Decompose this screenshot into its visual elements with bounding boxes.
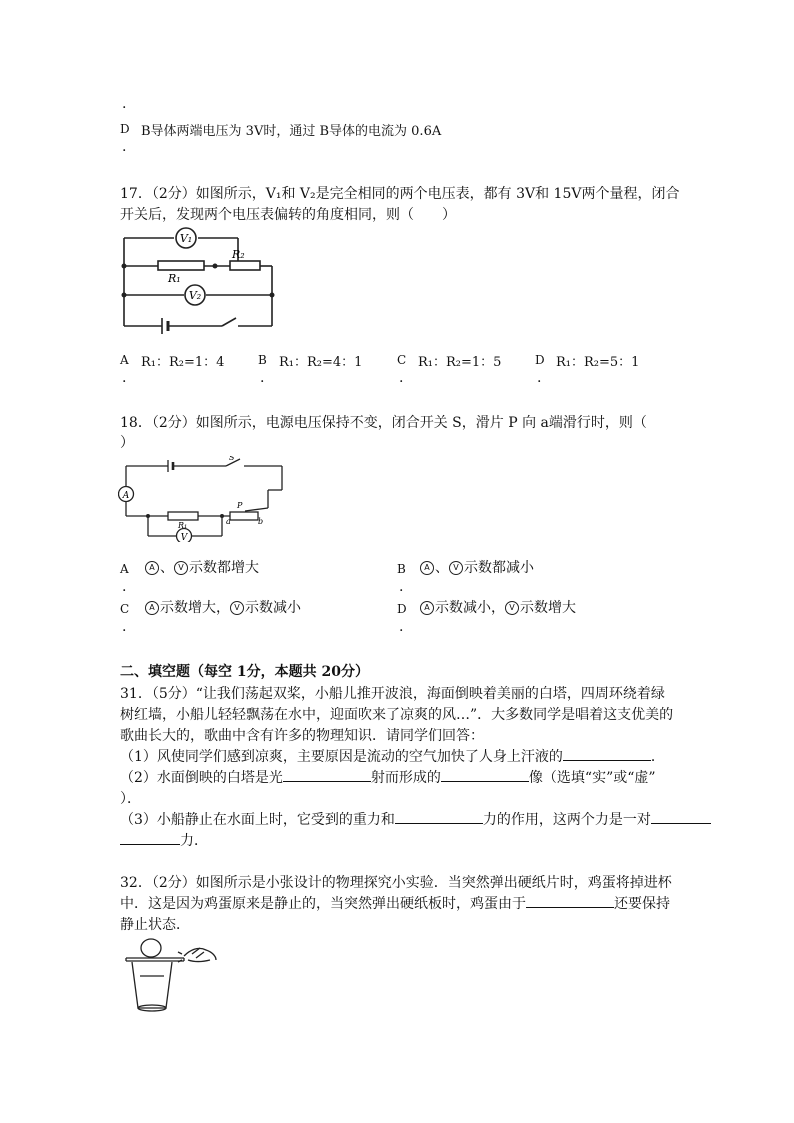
q17-stem-line2: 开关后，发现两个电压表偏转的角度相同，则（ ） bbox=[120, 207, 456, 223]
q17-label-v1: V₁ bbox=[179, 232, 193, 245]
q31-sub1 bbox=[120, 746, 665, 766]
q16-option-d-text: B导体两端电压为 3V时，通过 B导体的电流为 0.6A bbox=[141, 124, 442, 139]
q17-option-c-text: R₁：R₂=1：5 bbox=[418, 355, 502, 370]
q18-label-a: a bbox=[226, 517, 231, 526]
q18-option-d: A 示数减小， V 示数增大 bbox=[420, 597, 576, 617]
option-dot: . bbox=[399, 619, 404, 635]
q31-sub2-text: （2）水面倒映的白塔是光 bbox=[120, 770, 283, 786]
voltmeter-icon: V bbox=[449, 561, 463, 575]
q17-label-r1: R₁ bbox=[168, 272, 181, 285]
q16-option-d-letter: D bbox=[120, 122, 130, 136]
q32-blank[interactable] bbox=[526, 893, 614, 908]
q31-blank-4[interactable] bbox=[395, 809, 483, 824]
option-dot: . bbox=[122, 619, 127, 635]
q32-line3: 静止状态． bbox=[120, 917, 190, 933]
option-dot: . bbox=[260, 370, 265, 386]
q18-option-a-letter: A bbox=[120, 562, 129, 576]
q17-option-d-text: R₁：R₂=5：1 bbox=[556, 355, 640, 370]
option-dot: . bbox=[122, 96, 127, 112]
q17-label-r2: R₂ bbox=[232, 248, 245, 261]
q17-option-a-text: R₁：R₂=1：4 bbox=[141, 355, 225, 370]
q18-option-c-letter: C bbox=[120, 602, 130, 616]
section2-heading: 二、填空题（每空 1分，本题共 20分） bbox=[120, 664, 369, 680]
q18-option-a: A 、 V 示数都增大 bbox=[145, 557, 259, 577]
q31-sub3-tail: 力． bbox=[180, 833, 208, 849]
q31-sub2-tail: ）． bbox=[120, 791, 141, 807]
option-dot: . bbox=[537, 370, 542, 386]
q32-line2 bbox=[120, 893, 670, 913]
q31-blank-5a[interactable] bbox=[651, 809, 711, 824]
q31-sub3-text: （3）小船静止在水面上时，它受到的重力和 bbox=[120, 812, 395, 828]
q17-option-b-text: R₁：R₂=4：1 bbox=[279, 355, 363, 370]
q31-blank-1[interactable] bbox=[563, 746, 651, 761]
q32-line2-text: 中．这是因为鸡蛋原来是静止的，当突然弹出硬纸板时，鸡蛋由于 bbox=[120, 896, 526, 912]
q31-blank-3[interactable] bbox=[441, 767, 529, 782]
q17-option-d-letter: D bbox=[535, 353, 545, 367]
q17-circuit-figure bbox=[118, 226, 278, 336]
q31-line1: 31．（5分）“让我们荡起双桨，小船儿推开波浪，海面倒映着美丽的白塔，四周环绕着绿 bbox=[120, 686, 665, 702]
ammeter-icon: A bbox=[145, 561, 159, 575]
voltmeter-icon: V bbox=[174, 561, 188, 575]
ammeter-icon: A bbox=[420, 601, 434, 615]
q18-circuit-figure bbox=[118, 456, 290, 542]
q31-line2: 树红墙，小船儿轻轻飘荡在水中，迎面吹来了凉爽的风…”．大多数同学是唱着这支优美的 bbox=[120, 707, 674, 723]
q17-option-b-letter: B bbox=[258, 353, 267, 367]
q18-label-p: P bbox=[237, 501, 243, 510]
q18-option-b-letter: B bbox=[397, 562, 406, 576]
q18-label-b: b bbox=[258, 517, 264, 526]
q31-sub3-line2 bbox=[120, 830, 208, 850]
q18-label-v-meter: V bbox=[180, 533, 188, 542]
q31-line3: 歌曲长大的，歌曲中含有许多的物理知识．请同学们回答： bbox=[120, 728, 484, 744]
option-dot: . bbox=[122, 139, 127, 155]
q17-option-c-letter: C bbox=[397, 353, 407, 367]
q18-label-r1: R₁ bbox=[178, 521, 188, 530]
q31-blank-2[interactable] bbox=[283, 767, 371, 782]
q18-stem-line2: ） bbox=[120, 435, 134, 451]
q18-option-b: A 、 V 示数都减小 bbox=[420, 557, 534, 577]
voltmeter-icon: V bbox=[505, 601, 519, 615]
q32-experiment-figure bbox=[118, 932, 222, 1014]
q18-option-d-letter: D bbox=[397, 602, 407, 616]
q17-label-v2: V₂ bbox=[188, 289, 202, 302]
q17-option-a-letter: A bbox=[120, 353, 129, 367]
q31-sub1-end: ． bbox=[650, 749, 665, 765]
q18-label-a-meter: A bbox=[122, 491, 130, 501]
q31-sub2-mid: 射而形成的 bbox=[370, 770, 441, 786]
option-dot: . bbox=[122, 579, 127, 595]
q17-stem-line1: 17．（2分）如图所示，V₁和 V₂是完全相同的两个电压表，都有 3V和 15V两个量程，闭合 bbox=[120, 186, 680, 202]
q31-sub3 bbox=[120, 809, 711, 829]
option-dot: . bbox=[399, 370, 404, 386]
option-dot: . bbox=[122, 370, 127, 386]
ammeter-icon: A bbox=[420, 561, 434, 575]
q18-option-c: A 示数增大， V 示数减小 bbox=[145, 597, 301, 617]
q32-line1: 32．（2分）如图所示是小张设计的物理探究小实验．当突然弹出硬纸片时，鸡蛋将掉进杯 bbox=[120, 875, 672, 891]
option-dot: . bbox=[399, 579, 404, 595]
q31-sub1-text: （1）风使同学们感到凉爽，主要原因是流动的空气加快了人身上汗液的 bbox=[120, 749, 563, 765]
voltmeter-icon: V bbox=[230, 601, 244, 615]
ammeter-icon: A bbox=[145, 601, 159, 615]
q31-blank-5b[interactable] bbox=[120, 830, 180, 845]
q31-sub2 bbox=[120, 767, 656, 787]
q31-sub3-mid: 力的作用，这两个力是一对 bbox=[482, 812, 651, 828]
q18-label-s: S bbox=[229, 456, 235, 462]
q32-line2-end: 还要保持 bbox=[614, 896, 670, 912]
q18-stem-line1: 18．（2分）如图所示，电源电压保持不变，闭合开关 S，滑片 P 向 a端滑行时，则（ bbox=[120, 415, 647, 431]
q31-sub2-end: 像（选填“实”或“虚” bbox=[528, 770, 656, 786]
